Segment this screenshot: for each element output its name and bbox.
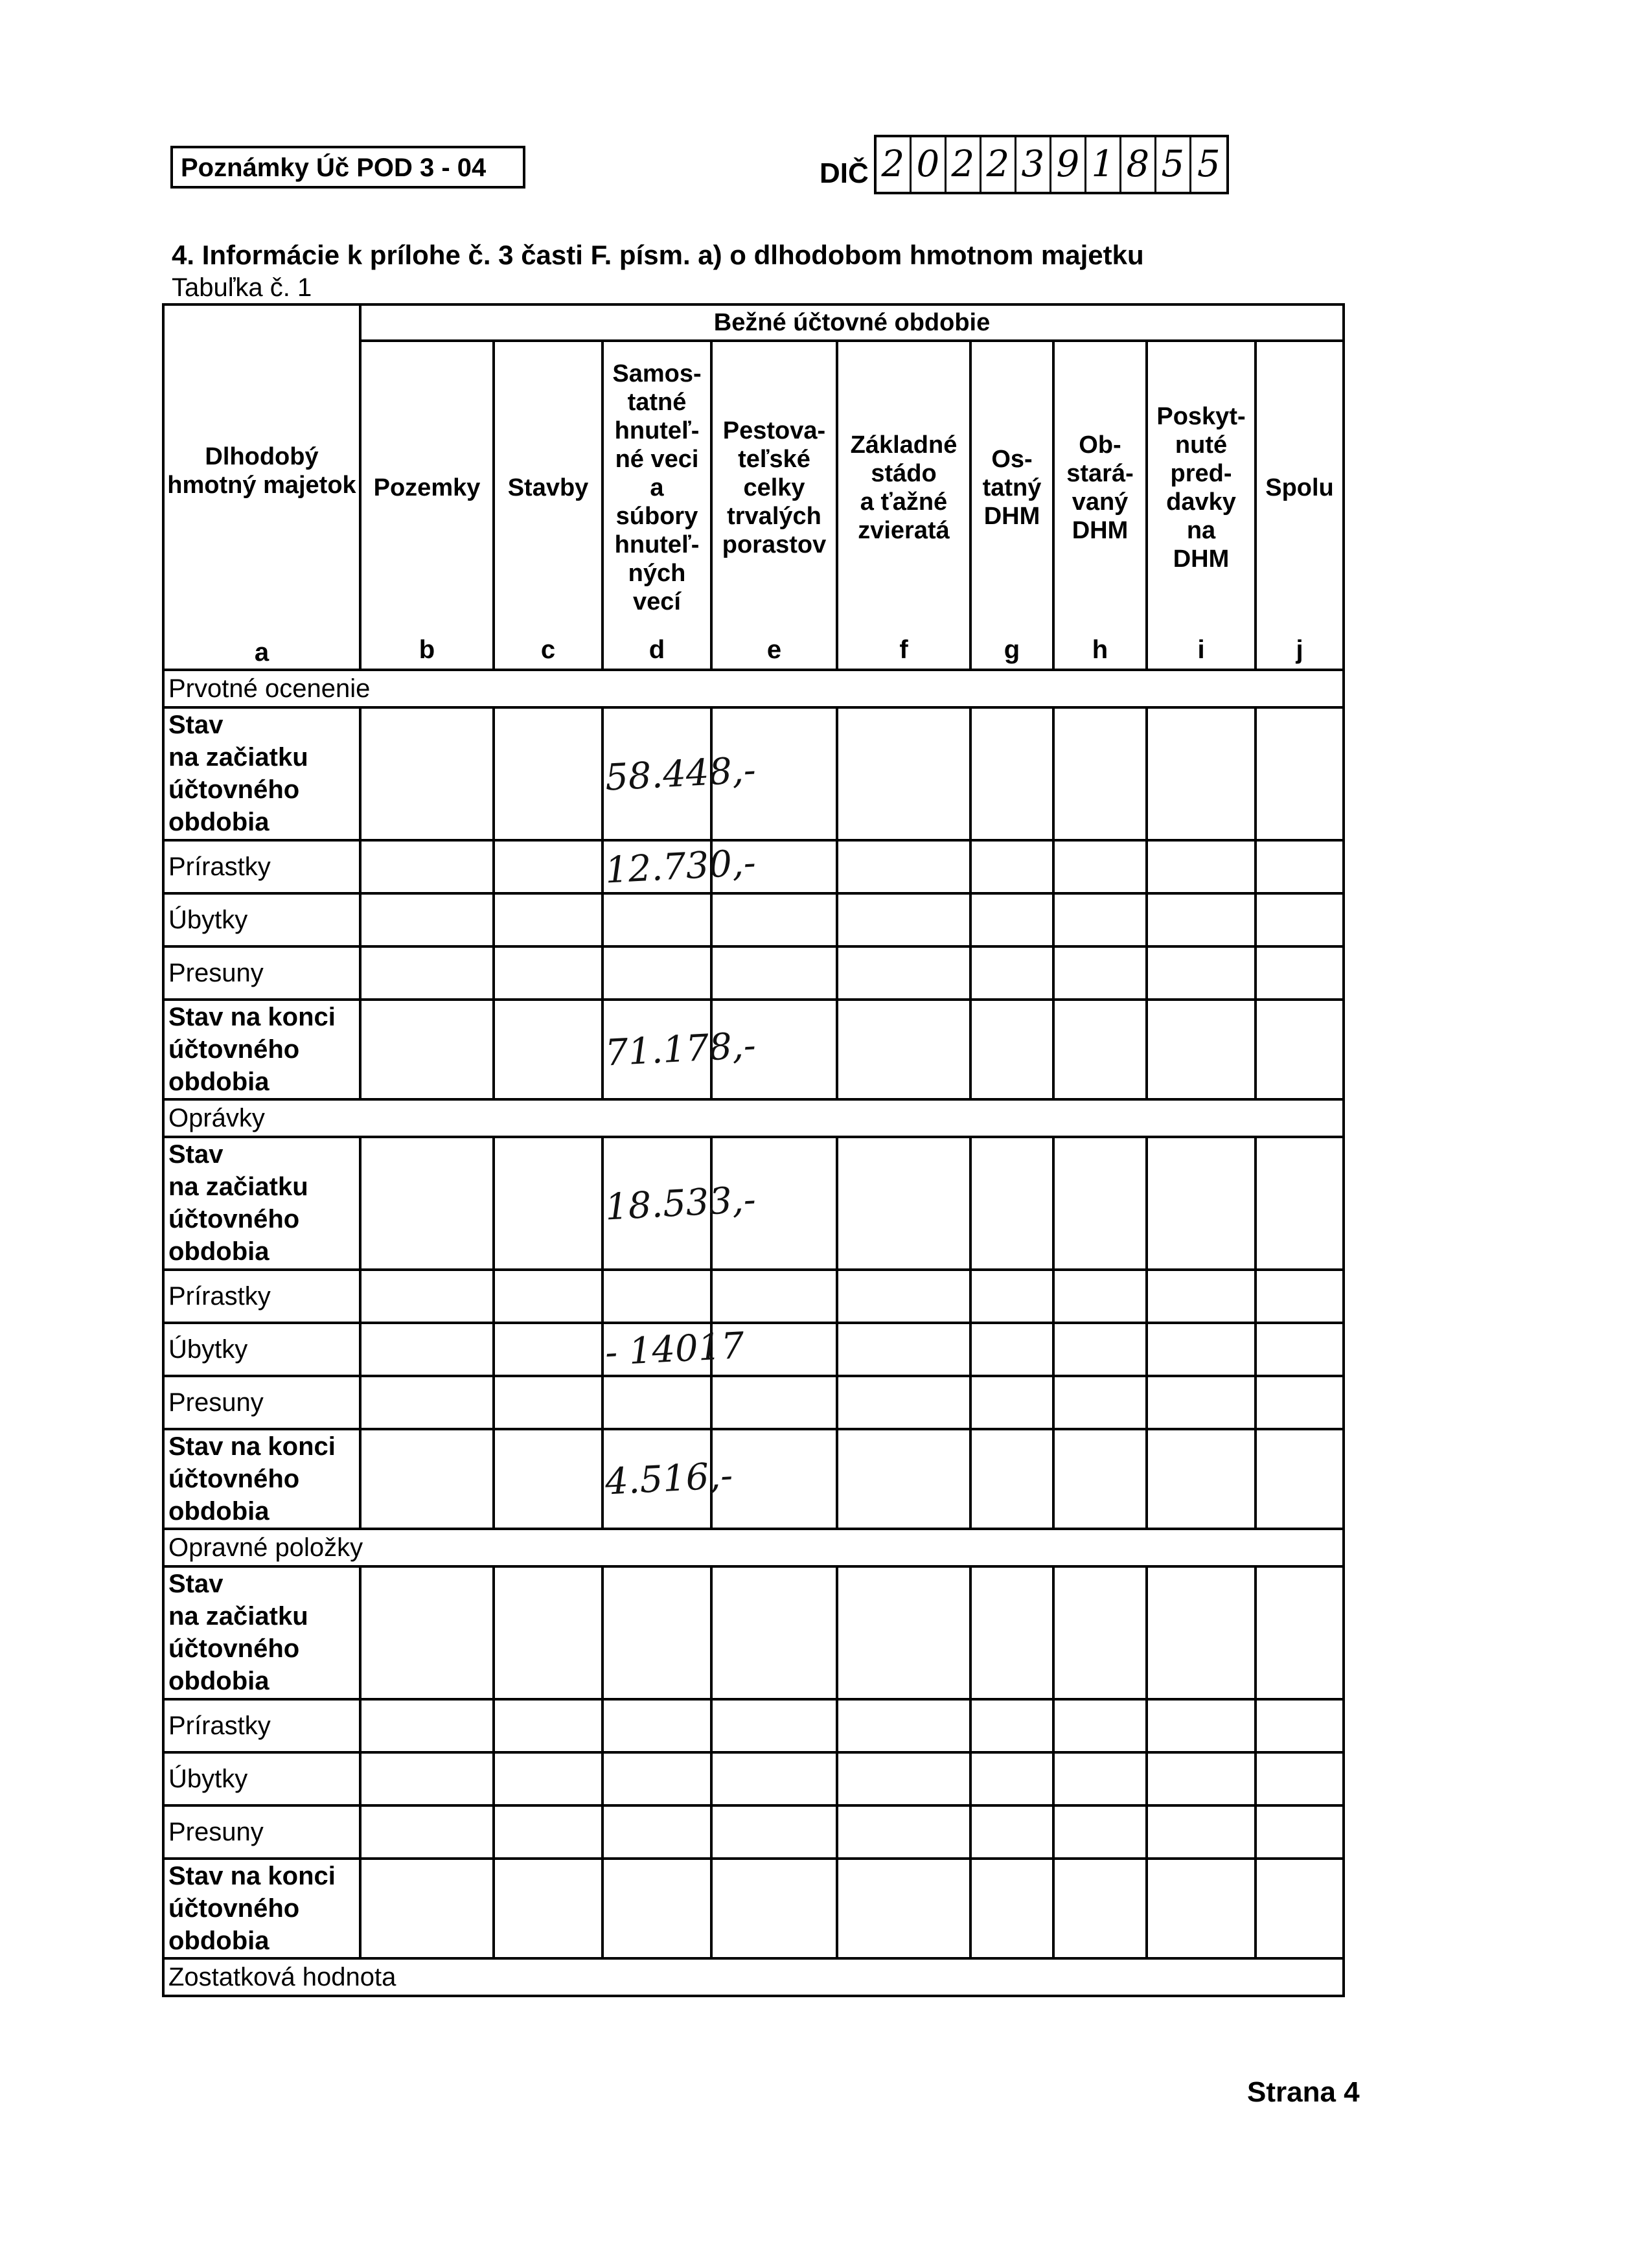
row-label: Stav na konci účtovného obdobia — [163, 1429, 360, 1529]
cell-j[interactable] — [1256, 1000, 1344, 1099]
column-letter: f — [899, 636, 908, 665]
cell-b[interactable] — [360, 893, 494, 946]
cell-h[interactable] — [1053, 707, 1147, 840]
cell-j[interactable] — [1256, 1699, 1344, 1752]
handwritten-value: 58.448,- — [604, 748, 757, 799]
cell-b[interactable] — [360, 1805, 494, 1859]
cell-f[interactable] — [837, 1000, 970, 1099]
dic-digit-box: 8 — [1121, 137, 1156, 192]
cell-c[interactable] — [494, 1270, 602, 1323]
column-header-d — [602, 341, 711, 670]
column-header-label: Poskyt- nuté pred- davky na DHM — [1156, 403, 1246, 573]
form-id-box: Poznámky Úč POD 3 - 04 — [170, 146, 525, 189]
cell-j[interactable] — [1256, 1137, 1344, 1270]
cell-e[interactable] — [711, 1000, 837, 1099]
dic-digit-box: 1 — [1086, 137, 1121, 192]
group-header: Bežné účtovné obdobie — [360, 304, 1344, 341]
column-letter: e — [766, 636, 782, 665]
cell-b[interactable] — [360, 1376, 494, 1429]
cell-g[interactable] — [970, 1270, 1053, 1323]
cell-c[interactable] — [494, 1859, 602, 1958]
cell-d[interactable] — [602, 840, 757, 893]
column-header-label: Stavby — [507, 474, 589, 502]
cell-f[interactable] — [837, 1859, 970, 1958]
cell-b[interactable] — [360, 1000, 494, 1099]
cell-j[interactable] — [1256, 707, 1344, 840]
column-header-b — [360, 341, 494, 670]
section-title-cell: Oprávky — [163, 1099, 1344, 1137]
cell-b[interactable] — [360, 1566, 494, 1699]
footer-row — [163, 1958, 1344, 1996]
row-label: Úbytky — [163, 1752, 360, 1805]
table-row — [163, 1376, 1344, 1429]
dic-label: DIČ — [820, 157, 869, 189]
cell-c[interactable] — [494, 1699, 602, 1752]
row-label: Úbytky — [163, 1323, 360, 1376]
dic-digit-box: 5 — [1197, 143, 1221, 185]
cell-c[interactable] — [494, 1137, 602, 1270]
cell-c[interactable] — [494, 893, 602, 946]
table-row — [163, 1859, 1344, 1958]
cell-d[interactable] — [602, 1805, 711, 1859]
cell-b[interactable] — [360, 1137, 494, 1270]
cell-d[interactable] — [602, 1699, 711, 1752]
column-header-label: Ob- stará- vaný DHM — [1066, 431, 1134, 545]
cell-e[interactable] — [711, 1752, 837, 1805]
cell-h[interactable] — [1053, 840, 1147, 893]
column-header-i — [1147, 341, 1256, 670]
section-title-cell: Opravné položky — [163, 1529, 1344, 1566]
row-label: Presuny — [163, 1805, 360, 1859]
cell-d[interactable] — [602, 1429, 734, 1529]
cell-c[interactable] — [494, 946, 602, 1000]
table-row — [163, 893, 1344, 946]
cell-b[interactable] — [360, 1429, 494, 1529]
cell-g[interactable] — [970, 1323, 1053, 1376]
cell-b[interactable] — [360, 1699, 494, 1752]
cell-i[interactable] — [1147, 707, 1256, 840]
column-header-label: Samos- tatné hnuteľ- né veci a súbory hnuteľ- ných vecí — [612, 360, 702, 616]
row-label: Presuny — [163, 1376, 360, 1429]
table-row — [163, 840, 1344, 893]
cell-d[interactable] — [602, 1859, 711, 1958]
column-letter: i — [1197, 636, 1205, 665]
asset-table — [162, 303, 1345, 1997]
cell-h[interactable] — [1053, 1137, 1147, 1270]
column-header-a — [163, 304, 360, 670]
cell-h[interactable] — [1053, 1323, 1147, 1376]
row-label: Stav na konci účtovného obdobia — [163, 1859, 360, 1958]
column-header-label: Spolu — [1265, 474, 1334, 502]
cell-e[interactable] — [711, 893, 837, 946]
column-letter: j — [1296, 636, 1303, 665]
cell-f[interactable] — [837, 1376, 970, 1429]
cell-d[interactable] — [602, 1000, 757, 1099]
cell-c[interactable] — [494, 1376, 602, 1429]
table-row — [163, 1805, 1344, 1859]
cell-f[interactable] — [837, 707, 970, 840]
cell-j[interactable] — [1256, 1270, 1344, 1323]
footer-label: Zostatková hodnota — [163, 1958, 1344, 1996]
cell-f[interactable] — [837, 893, 970, 946]
cell-j[interactable] — [1256, 840, 1344, 893]
cell-i[interactable] — [1147, 1859, 1256, 1958]
cell-i[interactable] — [1147, 1566, 1256, 1699]
cell-h[interactable] — [1053, 1859, 1147, 1958]
cell-h[interactable] — [1053, 1699, 1147, 1752]
cell-d[interactable] — [602, 946, 711, 1000]
cell-d[interactable] — [602, 1270, 711, 1323]
cell-e[interactable] — [711, 1429, 837, 1529]
column-header-label: Os- tatný DHM — [982, 446, 1042, 531]
dic-field — [820, 136, 1229, 194]
cell-g[interactable] — [970, 1859, 1053, 1958]
cell-f[interactable] — [837, 1752, 970, 1805]
cell-g[interactable] — [970, 893, 1053, 946]
row-label: Úbytky — [163, 893, 360, 946]
cell-b[interactable] — [360, 840, 494, 893]
cell-e[interactable] — [711, 946, 837, 1000]
cell-j[interactable] — [1256, 1323, 1344, 1376]
table-row — [163, 1137, 1344, 1270]
cell-c[interactable] — [494, 1566, 602, 1699]
cell-g[interactable] — [970, 1376, 1053, 1429]
cell-b[interactable] — [360, 946, 494, 1000]
column-header-label: Dlhodobý hmotný majetok — [167, 443, 356, 499]
table-row — [163, 1000, 1344, 1099]
column-header-label: Pestova- teľské celky trvalých porastov — [722, 417, 827, 559]
table-row — [163, 1566, 1344, 1699]
cell-e[interactable] — [711, 1137, 837, 1270]
column-letter: a — [254, 638, 270, 667]
cell-b[interactable] — [360, 1859, 494, 1958]
cell-g[interactable] — [970, 1000, 1053, 1099]
cell-j[interactable] — [1256, 1859, 1344, 1958]
cell-i[interactable] — [1147, 1429, 1256, 1529]
cell-i[interactable] — [1147, 1000, 1256, 1099]
cell-f[interactable] — [837, 1699, 970, 1752]
cell-g[interactable] — [970, 1566, 1053, 1699]
row-label: Presuny — [163, 946, 360, 1000]
cell-h[interactable] — [1053, 1429, 1147, 1529]
cell-e[interactable] — [711, 1323, 837, 1376]
cell-h[interactable] — [1053, 1000, 1147, 1099]
cell-e[interactable] — [711, 1270, 837, 1323]
cell-e[interactable] — [711, 707, 837, 840]
cell-d[interactable] — [602, 1323, 746, 1376]
cell-g[interactable] — [970, 1752, 1053, 1805]
cell-f[interactable] — [837, 1137, 970, 1270]
cell-i[interactable] — [1147, 1270, 1256, 1323]
handwritten-value: 12.730,- — [604, 842, 757, 892]
dic-boxes — [874, 135, 1229, 194]
dic-digit-box: 3 — [1016, 137, 1051, 192]
column-letter: d — [648, 636, 665, 665]
table-caption: Tabuľka č. 1 — [172, 273, 312, 302]
dic-digit-box: 2 — [877, 137, 912, 192]
cell-i[interactable] — [1147, 1376, 1256, 1429]
cell-b[interactable] — [360, 1270, 494, 1323]
header-row — [163, 304, 1344, 341]
cell-g[interactable] — [970, 1699, 1053, 1752]
cell-h[interactable] — [1053, 1376, 1147, 1429]
cell-i[interactable] — [1147, 1805, 1256, 1859]
cell-j[interactable] — [1256, 1376, 1344, 1429]
cell-d[interactable] — [602, 893, 711, 946]
cell-e[interactable] — [711, 1376, 837, 1429]
cell-g[interactable] — [970, 707, 1053, 840]
cell-d[interactable] — [602, 707, 757, 840]
cell-c[interactable] — [494, 1752, 602, 1805]
column-header-label: Pozemky — [373, 474, 481, 502]
section-row — [163, 1529, 1344, 1566]
cell-h[interactable] — [1053, 1566, 1147, 1699]
section-row — [163, 1099, 1344, 1137]
cell-d[interactable] — [602, 1376, 711, 1429]
dic-digit-box: 2 — [946, 137, 981, 192]
column-letter: b — [419, 636, 435, 665]
cell-d[interactable] — [602, 1752, 711, 1805]
row-label: Prírastky — [163, 1270, 360, 1323]
section-row — [163, 670, 1344, 707]
cell-h[interactable] — [1053, 1805, 1147, 1859]
cell-g[interactable] — [970, 840, 1053, 893]
cell-b[interactable] — [360, 1323, 494, 1376]
cell-i[interactable] — [1147, 840, 1256, 893]
dic-digit-box: 0 — [912, 137, 946, 192]
cell-g[interactable] — [970, 1429, 1053, 1529]
cell-h[interactable] — [1053, 946, 1147, 1000]
row-label: Prírastky — [163, 1699, 360, 1752]
cell-f[interactable] — [837, 1323, 970, 1376]
cell-j[interactable] — [1256, 1805, 1344, 1859]
cell-f[interactable] — [837, 946, 970, 1000]
cell-i[interactable] — [1147, 1323, 1256, 1376]
cell-i[interactable] — [1147, 893, 1256, 946]
cell-c[interactable] — [494, 1429, 602, 1529]
column-header-f — [837, 341, 970, 670]
cell-f[interactable] — [837, 840, 970, 893]
cell-i[interactable] — [1147, 1699, 1256, 1752]
row-label: Prírastky — [163, 840, 360, 893]
cell-j[interactable] — [1256, 1429, 1344, 1529]
cell-e[interactable] — [711, 1566, 837, 1699]
cell-d[interactable] — [602, 1137, 757, 1270]
cell-b[interactable] — [360, 707, 494, 840]
column-letter: c — [540, 636, 556, 665]
cell-g[interactable] — [970, 1805, 1053, 1859]
row-label: Stav na začiatku účtovného obdobia — [163, 707, 360, 840]
cell-h[interactable] — [1053, 1752, 1147, 1805]
cell-i[interactable] — [1147, 946, 1256, 1000]
cell-f[interactable] — [837, 1566, 970, 1699]
cell-j[interactable] — [1256, 1566, 1344, 1699]
cell-h[interactable] — [1053, 1270, 1147, 1323]
table-row — [163, 707, 1344, 840]
cell-c[interactable] — [494, 1805, 602, 1859]
cell-c[interactable] — [494, 707, 602, 840]
handwritten-value: 4.516,- — [604, 1454, 734, 1504]
cell-c[interactable] — [494, 1000, 602, 1099]
cell-i[interactable] — [1147, 1137, 1256, 1270]
cell-c[interactable] — [494, 1323, 602, 1376]
table-row — [163, 1323, 1344, 1376]
cell-j[interactable] — [1256, 946, 1344, 1000]
column-header-c — [494, 341, 602, 670]
column-header-label: Základné stádo a ťažné zvieratá — [850, 431, 958, 545]
column-letter: h — [1092, 636, 1108, 665]
cell-e[interactable] — [711, 1699, 837, 1752]
cell-j[interactable] — [1256, 1752, 1344, 1805]
column-header-g — [970, 341, 1053, 670]
cell-b[interactable] — [360, 1752, 494, 1805]
row-label: Stav na začiatku účtovného obdobia — [163, 1137, 360, 1270]
table-row — [163, 1270, 1344, 1323]
table-row — [163, 1699, 1344, 1752]
dic-digit-box: 2 — [981, 137, 1016, 192]
cell-f[interactable] — [837, 1805, 970, 1859]
cell-f[interactable] — [837, 1429, 970, 1529]
section-title: 4. Informácie k prílohe č. 3 časti F. písm. a) o dlhodobom hmotnom majetku — [172, 240, 1144, 270]
row-label: Stav na konci účtovného obdobia — [163, 1000, 360, 1099]
table-row — [163, 1429, 1344, 1529]
page-number: Strana 4 — [1247, 2076, 1360, 2108]
cell-g[interactable] — [970, 946, 1053, 1000]
cell-d[interactable] — [602, 1566, 711, 1699]
cell-e[interactable] — [711, 1859, 837, 1958]
handwritten-value: 18.533,- — [604, 1178, 757, 1229]
row-label: Stav na začiatku účtovného obdobia — [163, 1566, 360, 1699]
dic-digit-box: 9 — [1051, 137, 1086, 192]
cell-j[interactable] — [1256, 893, 1344, 946]
column-header-e — [711, 341, 837, 670]
cell-i[interactable] — [1147, 1752, 1256, 1805]
section-title-cell: Prvotné ocenenie — [163, 670, 1344, 707]
column-letter: g — [1004, 636, 1020, 665]
cell-f[interactable] — [837, 1270, 970, 1323]
dic-digit-box: 5 — [1156, 137, 1191, 192]
column-header-h — [1053, 341, 1147, 670]
cell-c[interactable] — [494, 840, 602, 893]
cell-e[interactable] — [711, 1805, 837, 1859]
table-row — [163, 1752, 1344, 1805]
cell-h[interactable] — [1053, 893, 1147, 946]
cell-e[interactable] — [711, 840, 837, 893]
table-row — [163, 946, 1344, 1000]
handwritten-value: 71.178,- — [604, 1024, 757, 1075]
cell-g[interactable] — [970, 1137, 1053, 1270]
column-header-j — [1256, 341, 1344, 670]
handwritten-value: - 14017 — [604, 1324, 746, 1375]
